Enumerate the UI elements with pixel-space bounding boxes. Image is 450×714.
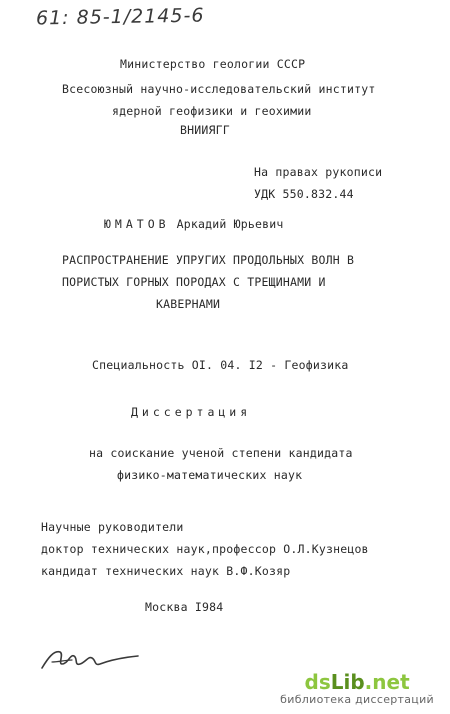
dslib-logo [280,671,434,693]
work-type: Диссертация [131,405,252,419]
supervisors-heading: Научные руководители [41,520,184,534]
manuscript-rights: На правах рукописи [254,165,383,179]
archive-number-handwritten: 61: 85-1/2145-6 [35,4,205,30]
author-surname: ЮМАТОВ [104,217,170,231]
institute-abbreviation: ВНИИЯГГ [180,123,230,137]
udk-code: УДК 550.832.44 [254,187,354,201]
degree-line-1: на соискание ученой степени кандидата [89,446,353,460]
dslib-logo-net: .net [364,670,410,694]
title-line-1: РАСПРОСТРАНЕНИЕ УПРУГИХ ПРОДОЛЬНЫХ ВОЛН В [62,253,355,267]
institute-line-2: ядерной геофизики и геохимии [112,104,312,118]
supervisor-1: доктор технических наук,профессор О.Л.Кузнецов [41,542,369,556]
author-name [104,217,284,231]
ministry-line: Министерство геологии СССР [120,57,306,71]
dslib-subtitle: библиотека диссертаций [280,693,434,706]
institute-line-1: Всесоюзный научно-исследовательский институт [62,82,376,96]
author-given-names: Аркадий Юрьевич [176,217,284,231]
title-line-3: КАВЕРНАМИ [156,297,221,311]
dslib-logo-ds: ds [304,670,331,694]
title-line-2: ПОРИСТЫХ ГОРНЫХ ПОРОДАХ С ТРЕЩИНАМИ И [62,275,326,289]
specialty: Специальность OI. 04. I2 - Геофизика [92,358,349,372]
degree-line-2: физико-математических наук [117,468,303,482]
place-year: Москва I984 [145,600,224,614]
dslib-logo-lib: Lib [330,670,365,694]
handwritten-signature [38,640,148,680]
dslib-watermark [280,671,434,706]
supervisor-2: кандидат технических наук В.Ф.Козяр [41,564,291,578]
